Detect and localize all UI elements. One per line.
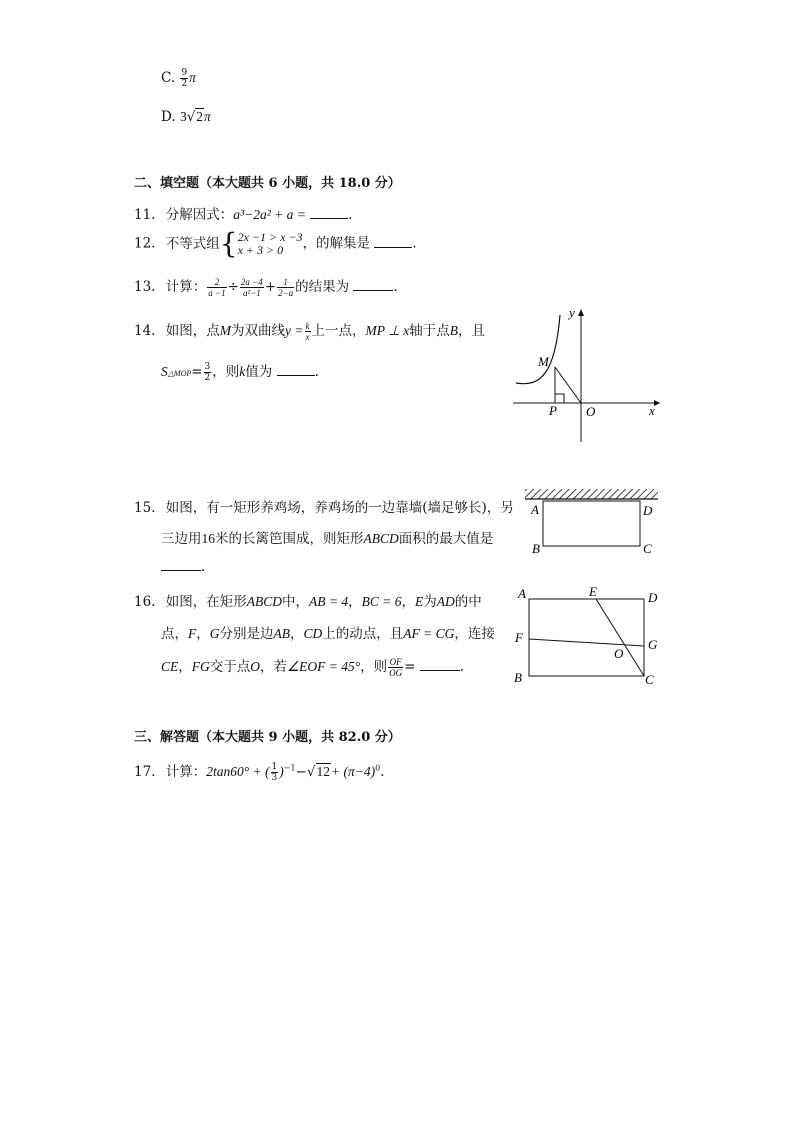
question-number: 11. xyxy=(134,207,156,223)
answer-blank xyxy=(374,235,412,248)
label-b: B xyxy=(514,670,522,685)
question-number: 15. xyxy=(134,500,156,516)
label-e: E xyxy=(589,584,597,599)
label-c: C xyxy=(645,672,654,687)
label-c: C xyxy=(643,541,652,556)
answer-blank xyxy=(353,278,393,291)
option-d-label: D. xyxy=(161,109,176,125)
hyperbola-curve xyxy=(516,315,560,384)
label-a: A xyxy=(518,586,526,601)
label-b: B xyxy=(532,541,540,556)
segment-mo xyxy=(555,367,581,403)
question-11: 11. 分解因式：a³−2a² + a = . xyxy=(134,207,353,223)
y-axis-arrow xyxy=(578,309,584,316)
question-17: 17. 计算：2tan60° + ( $\frac{1}{3}$ )$^{-1}-√12+ (\pi-4)^0$. xyxy=(134,762,385,783)
label-y: y xyxy=(569,305,575,320)
section-2-title: 二、填空题（本大题共 6 小题，共 18.0 分） xyxy=(134,176,401,191)
figure-rectangle-efg xyxy=(512,584,662,688)
figure-chicken-farm xyxy=(522,486,662,561)
right-angle-mark xyxy=(555,394,564,403)
question-number: 17. xyxy=(134,764,156,780)
answer-blank xyxy=(420,658,460,671)
question-number: 12. xyxy=(134,235,156,252)
option-c: C. $\frac{9}{2}$ π xyxy=(161,68,196,89)
label-o: O xyxy=(614,646,624,661)
question-16-line3: CE，FG交于点O，若∠EOF = 45°，则 $\frac{OF}{OG}$ = . xyxy=(161,657,465,678)
answer-blank xyxy=(161,558,201,571)
label-o: O xyxy=(586,404,596,419)
answer-blank xyxy=(310,206,348,219)
rectangle-abcd xyxy=(529,599,644,676)
question-number: 13. xyxy=(134,279,156,295)
question-15-line2: 三边用16米的长篱笆围成，则矩形ABCD面积的最大值是 xyxy=(161,531,494,547)
label-d: D xyxy=(643,503,653,518)
question-14-line2: S△MOP= $\frac{3}{2}$ ，则k值为 . xyxy=(161,362,319,383)
question-12: 12. 不等式组{ 2x −1 > x −3 x + 3 > 0 ，的解集是 . xyxy=(134,227,417,260)
answer-blank xyxy=(277,363,315,376)
rectangle-abcd xyxy=(543,501,640,546)
question-number: 14. xyxy=(134,323,156,339)
question-13: 13. 计算： $\frac{2}{a -1}$ ÷ $\frac{2a -4}{\text{a²−1}}$ + $\frac{1}{2-a}$ 的结果为 . xyxy=(134,277,398,298)
label-f: F xyxy=(515,630,523,645)
question-15-line3: . xyxy=(161,558,205,575)
segment-ce xyxy=(596,599,644,676)
label-p: P xyxy=(549,403,557,418)
segment-fg xyxy=(529,639,644,646)
question-16: 16. 如图，在矩形ABCD中，AB = 4，BC = 6，E为AD的中 xyxy=(134,594,482,610)
label-d: D xyxy=(648,590,658,605)
figure-hyperbola xyxy=(510,305,665,445)
label-g: G xyxy=(648,637,658,652)
label-a: A xyxy=(531,502,539,517)
question-15: 15. 如图，有一矩形养鸡场，养鸡场的一边靠墙(墙足够长)，另 xyxy=(134,500,514,516)
question-16-line2: 点，F，G分别是边AB，CD上的动点，且AF = CG，连接 xyxy=(161,626,495,642)
option-c-label: C. xyxy=(161,70,176,86)
wall-hatching xyxy=(525,489,658,499)
question-14: 14. 如图，点M为双曲线y = $\frac{k}{x}$ 上一点，MP ⊥ x轴于点B，且 xyxy=(134,321,486,342)
option-c-fraction: $\frac{9}{2}$ xyxy=(181,68,188,89)
label-m: M xyxy=(538,354,549,369)
option-d: D. 3√2π xyxy=(161,109,211,125)
question-number: 16. xyxy=(134,594,156,610)
x-axis-arrow xyxy=(654,400,660,406)
label-x: x xyxy=(649,403,655,418)
section-3-title: 三、解答题（本大题共 9 小题，共 82.0 分） xyxy=(134,730,401,745)
